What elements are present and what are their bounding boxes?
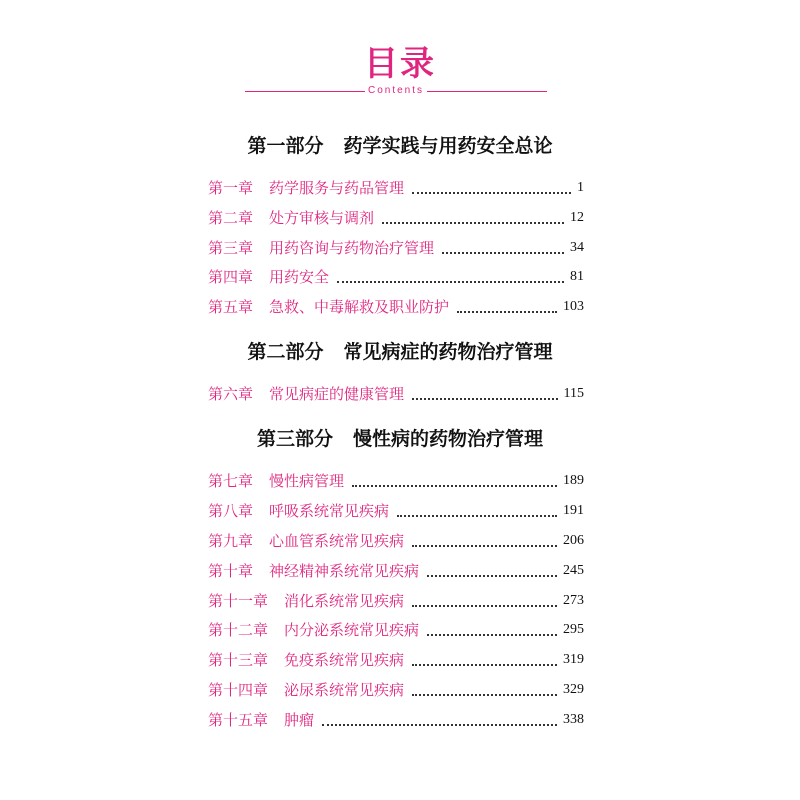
chapter-title: 常见病症的健康管理	[269, 385, 405, 403]
title-ornament	[245, 84, 547, 98]
chapter-title: 泌尿系统常见疾病	[284, 681, 405, 699]
chapter-number: 第十五章	[208, 711, 269, 729]
dot-leader	[427, 634, 557, 636]
page-number: 189	[563, 473, 584, 488]
toc-entry-11[interactable]	[208, 590, 584, 612]
toc-entry-15[interactable]	[208, 709, 584, 731]
dot-leader	[337, 281, 564, 283]
chapter-title: 用药安全	[269, 268, 330, 286]
chapter-title: 呼吸系统常见疾病	[269, 502, 390, 520]
dot-leader	[412, 694, 557, 696]
page-number: 245	[563, 563, 584, 578]
page-number: 295	[563, 622, 584, 637]
page-subtitle: Contents	[367, 85, 425, 96]
right-rule	[427, 91, 547, 92]
chapter-number: 第十三章	[208, 651, 269, 669]
chapter-title: 肿瘤	[284, 711, 315, 729]
part-heading-3	[0, 426, 800, 452]
chapter-title: 急救、中毒解救及职业防护	[269, 298, 450, 316]
toc-entry-9[interactable]	[208, 530, 584, 552]
toc-entry-8[interactable]	[208, 500, 584, 522]
toc-entry-4[interactable]	[208, 266, 584, 288]
dot-leader	[382, 222, 564, 224]
chapter-title: 神经精神系统常见疾病	[269, 562, 420, 580]
page-number: 34	[570, 240, 584, 255]
chapter-title: 消化系统常见疾病	[284, 592, 405, 610]
chapter-number: 第十章	[208, 562, 254, 580]
dot-leader	[412, 605, 557, 607]
toc-entry-14[interactable]	[208, 679, 584, 701]
dot-leader	[322, 724, 557, 726]
dot-leader	[442, 252, 564, 254]
toc-entry-7[interactable]	[208, 470, 584, 492]
page-number: 206	[563, 533, 584, 548]
page-number: 81	[570, 269, 584, 284]
dot-leader	[352, 485, 557, 487]
part-title: 常见病症的药物治疗管理	[343, 341, 553, 363]
chapter-number: 第二章	[208, 209, 254, 227]
part-title: 慢性病的药物治疗管理	[353, 428, 544, 450]
toc-entry-6[interactable]	[208, 383, 584, 405]
page-number: 12	[570, 210, 584, 225]
chapter-title: 内分泌系统常见疾病	[284, 621, 420, 639]
dot-leader	[412, 664, 557, 666]
page-number: 338	[563, 712, 584, 727]
chapter-title: 心血管系统常见疾病	[269, 532, 405, 550]
toc-entry-13[interactable]	[208, 649, 584, 671]
dot-leader	[412, 545, 557, 547]
part-number: 第二部分	[247, 341, 324, 363]
dot-leader	[427, 575, 557, 577]
page-number: 319	[563, 652, 584, 667]
page-number: 191	[563, 503, 584, 518]
chapter-number: 第三章	[208, 239, 254, 257]
part-number: 第一部分	[247, 135, 324, 157]
page-title: 目录	[364, 44, 436, 84]
dot-leader	[457, 311, 557, 313]
page-number: 103	[563, 299, 584, 314]
chapter-title: 药学服务与药品管理	[269, 179, 405, 197]
part-title: 药学实践与用药安全总论	[343, 135, 553, 157]
chapter-title: 慢性病管理	[269, 472, 345, 490]
chapter-number: 第七章	[208, 472, 254, 490]
toc-entry-5[interactable]	[208, 296, 584, 318]
chapter-number: 第四章	[208, 268, 254, 286]
dot-leader	[412, 192, 571, 194]
chapter-title: 处方审核与调剂	[269, 209, 375, 227]
toc-entry-12[interactable]	[208, 619, 584, 641]
chapter-number: 第十二章	[208, 621, 269, 639]
chapter-number: 第一章	[208, 179, 254, 197]
page-number: 1	[577, 180, 584, 195]
chapter-title: 用药咨询与药物治疗管理	[269, 239, 435, 257]
toc-entry-2[interactable]	[208, 207, 584, 229]
dot-leader	[412, 398, 557, 400]
toc-entry-10[interactable]	[208, 560, 584, 582]
page-number: 115	[563, 386, 584, 401]
chapter-number: 第五章	[208, 298, 254, 316]
part-number: 第三部分	[256, 428, 333, 450]
page-number: 273	[563, 593, 584, 608]
page-number: 329	[563, 682, 584, 697]
chapter-title: 免疫系统常见疾病	[284, 651, 405, 669]
chapter-number: 第八章	[208, 502, 254, 520]
toc-entry-3[interactable]	[208, 237, 584, 259]
chapter-number: 第六章	[208, 385, 254, 403]
left-rule	[245, 91, 365, 92]
chapter-number: 第十四章	[208, 681, 269, 699]
part-heading-1	[0, 133, 800, 159]
part-heading-2	[0, 339, 800, 365]
chapter-number: 第九章	[208, 532, 254, 550]
chapter-number: 第十一章	[208, 592, 269, 610]
dot-leader	[397, 515, 557, 517]
toc-entry-1[interactable]	[208, 177, 584, 199]
